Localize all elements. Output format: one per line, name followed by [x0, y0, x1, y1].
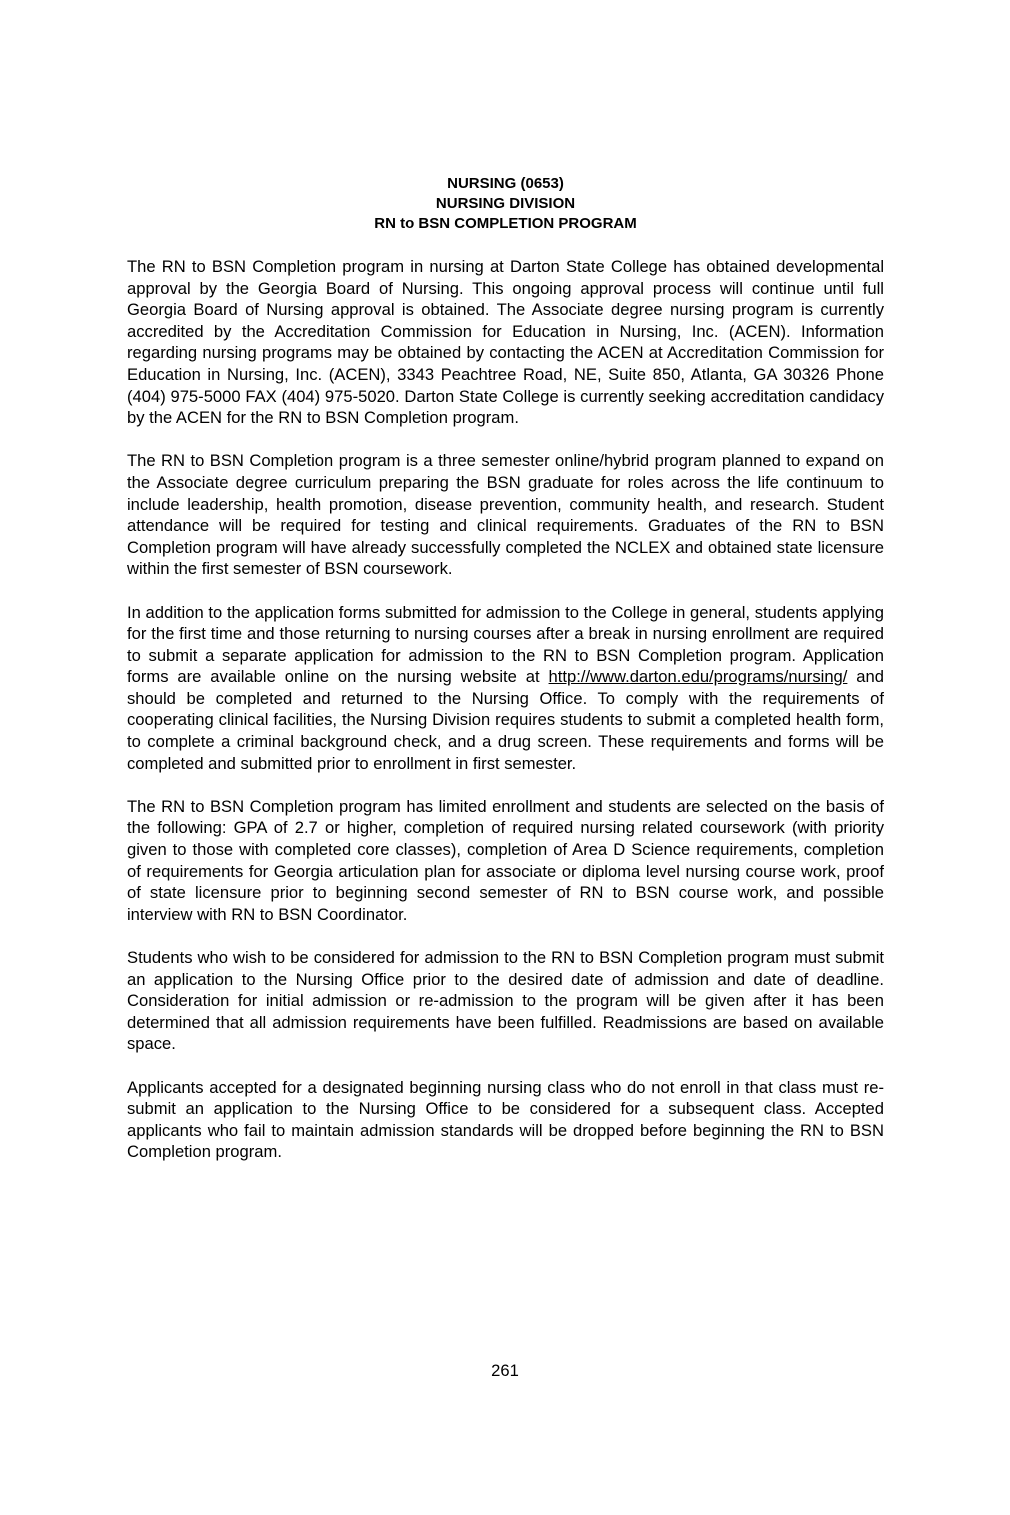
application-text-before-link: In addition to the application forms submitted for admission to the College in general, students applying for the first time and those returning to nursing courses after a break in nursing enrollment are required to submit a separate application for admission to the RN to BSN Completion program. Application forms are available online on the nursing website at: [127, 602, 884, 687]
paragraph-admission-deadline: Students who wish to be considered for admission to the RN to BSN Completion program must submit an application to the Nursing Office prior to the desired date of admission and date of deadline. Consideration for initial admission or re-admission to the program will be given after it has been determined that all admission requirements have been fulfilled. Readmissions are based on available space.: [127, 948, 884, 1054]
paragraph-application: [127, 602, 884, 775]
paragraph-resubmission: Applicants accepted for a designated beginning nursing class who do not enroll in that class must re-submit an application to the Nursing Office to be considered for a subsequent class. Accepted applicants who fail to maintain admission standards will be dropped before beginning the RN to BSN Completion program.: [127, 1077, 884, 1162]
page-number: 261: [491, 1361, 519, 1380]
paragraph-selection-criteria: The RN to BSN Completion program has limited enrollment and students are selected on the basis of the following: GPA of 2.7 or higher, completion of required nursing related coursework (with priority given to those with completed core classes), completion of Area D Science requirements, completion of requirements for Georgia articulation plan for associate or diploma level nursing course work, proof of state licensure prior to beginning second semester of RN to BSN course work, and possible interview with RN to BSN Coordinator.: [127, 796, 884, 924]
paragraph-program-overview: The RN to BSN Completion program is a three semester online/hybrid program planned to expand on the Associate degree curriculum preparing the BSN graduate for roles across the life continuum to include leadership, health promotion, disease prevention, community health, and research. Student attendance will be required for testing and clinical requirements. Graduates of the RN to BSN Completion program will have already successfully completed the NCLEX and obtained state licensure within the first semester of BSN coursework.: [127, 451, 884, 579]
paragraph-accreditation: The RN to BSN Completion program in nursing at Darton State College has obtained developmental approval by the Georgia Board of Nursing. This ongoing approval process will continue until full Georgia Board of Nursing approval is obtained. The Associate degree nursing program is currently accredited by the Accreditation Commission for Education in Nursing, Inc. (ACEN). Information regarding nursing programs may be obtained by contacting the ACEN at Accreditation Commission for Education in Nursing, Inc. (ACEN), 3343 Peachtree Road, NE, Suite 850, Atlanta, GA 30326 Phone (404) 975-5000 FAX (404) 975-5020. Darton State College is currently seeking accreditation candidacy by the ACEN for the RN to BSN Completion program.: [127, 257, 884, 428]
document-page: [127, 174, 884, 1185]
heading-course-code: NURSING (0653): [447, 175, 564, 192]
document-heading: [127, 174, 884, 234]
heading-program-title: RN to BSN COMPLETION PROGRAM: [374, 215, 637, 232]
nursing-website-link[interactable]: http://www.darton.edu/programs/nursing/: [548, 667, 848, 687]
application-text-after-link: and should be completed and returned to the Nursing Office. To comply with the requirements of cooperating clinical facilities, the Nursing Division requires students to submit a completed health form, to complete a criminal background check, and a drug screen. These requirements and forms will be completed and submitted prior to enrollment in first semester.: [127, 667, 884, 773]
heading-division: NURSING DIVISION: [435, 195, 576, 212]
